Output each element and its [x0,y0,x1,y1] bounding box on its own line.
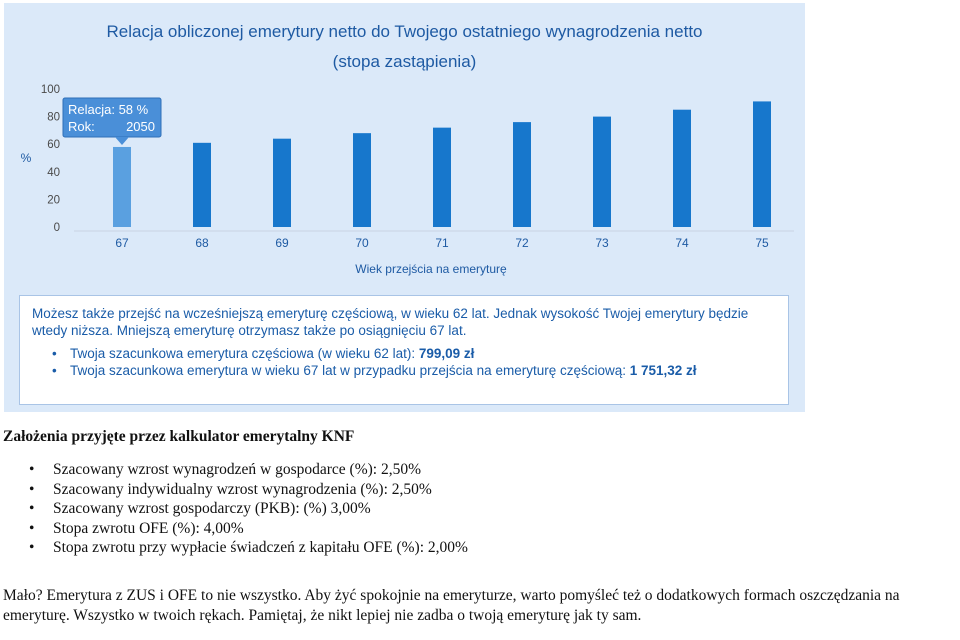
info-item [70,362,776,379]
bar [273,139,291,227]
y-tick-label: 60 [47,139,60,152]
tooltip-label-year: Rok: [68,119,95,134]
tooltip-pointer [115,137,129,145]
info-item-value: 799,09 zł [418,346,475,361]
x-tick-label: 74 [675,236,689,250]
y-tick-label: 80 [47,111,60,124]
bar [513,122,531,227]
x-tick-label: 70 [355,236,369,250]
info-item [70,345,776,362]
bar [753,101,771,227]
assumption-item: • Szacowany indywidualny wzrost wynagrodzenia (%): 2,50% [53,480,958,500]
assumptions-heading: Założenia przyjęte przez kalkulator emerytalny KNF [3,428,355,445]
y-tick-label: 20 [47,194,60,207]
x-axis-label: Wiek przejścia na emeryturę [355,262,507,276]
closing-paragraph: Mało? Emerytura z ZUS i OFE to nie wszystko. Aby żyć spokojnie na emeryturze, warto pomyśleć też o dodatkowych formach oszczędzania na emeryturę. Wszystko w twoich rękach. Pamiętaj, że nikt lepiej nie zadba o twoją emeryturę jak ty sam. [3,586,900,624]
assumptions-section [3,428,958,626]
y-tick-label: 0 [53,222,60,234]
tooltip-line-1: Relacja: 58 % [68,102,149,117]
bar [593,117,611,227]
info-box [19,295,789,405]
assumption-item: • Stopa zwrotu OFE (%): 4,00% [53,519,958,539]
x-tick-label: 69 [275,236,289,250]
x-tick-label: 75 [755,236,769,250]
y-axis-label: % [20,151,32,165]
x-tick-label: 71 [435,236,449,250]
info-list [32,345,776,379]
chart-title-line: Relacja obliczonej emerytury netto do Twojego ostatniego wynagrodzenia netto [106,22,703,41]
chart-subtitle: (stopa zastąpienia) [332,52,477,71]
assumptions-list [3,460,958,558]
y-tick-label: 100 [40,84,60,96]
info-text: Możesz także przejść na wcześniejszą emeryturę częściową, w wieku 62 lat. Jednak wysokość Twojej emerytury będzie wtedy niższa. Mniejszą emeryturę otrzymasz także po osiągnięciu 67 lat. [32,306,749,338]
assumption-item: • Stopa zwrotu przy wypłacie świadczeń z kapitału OFE (%): 2,00% [53,538,958,558]
x-tick-label: 72 [515,236,529,250]
tooltip-value-year: 2050 [126,119,155,134]
x-tick-label: 68 [195,236,209,250]
bar [433,128,451,227]
bar [353,133,371,227]
assumption-item: • Szacowany wzrost wynagrodzeń w gospodarce (%): 2,50% [53,460,958,480]
bar [673,110,691,227]
info-item-value: 1 751,32 zł [629,363,697,378]
info-item-label: Twoja szacunkowa emerytura w wieku 67 lat w przypadku przejścia na emeryturę częściową: [70,363,630,378]
bar [113,147,131,227]
chart-panel [4,3,805,412]
x-tick-label: 67 [115,236,129,250]
y-tick-label: 40 [47,166,60,179]
assumption-item: • Szacowany wzrost gospodarczy (PKB): (%) 3,00% [53,499,958,519]
bar [193,143,211,227]
bar-chart [4,3,805,293]
x-tick-label: 73 [595,236,609,250]
info-item-label: Twoja szacunkowa emerytura częściowa (w wieku 62 lat): [70,346,419,361]
